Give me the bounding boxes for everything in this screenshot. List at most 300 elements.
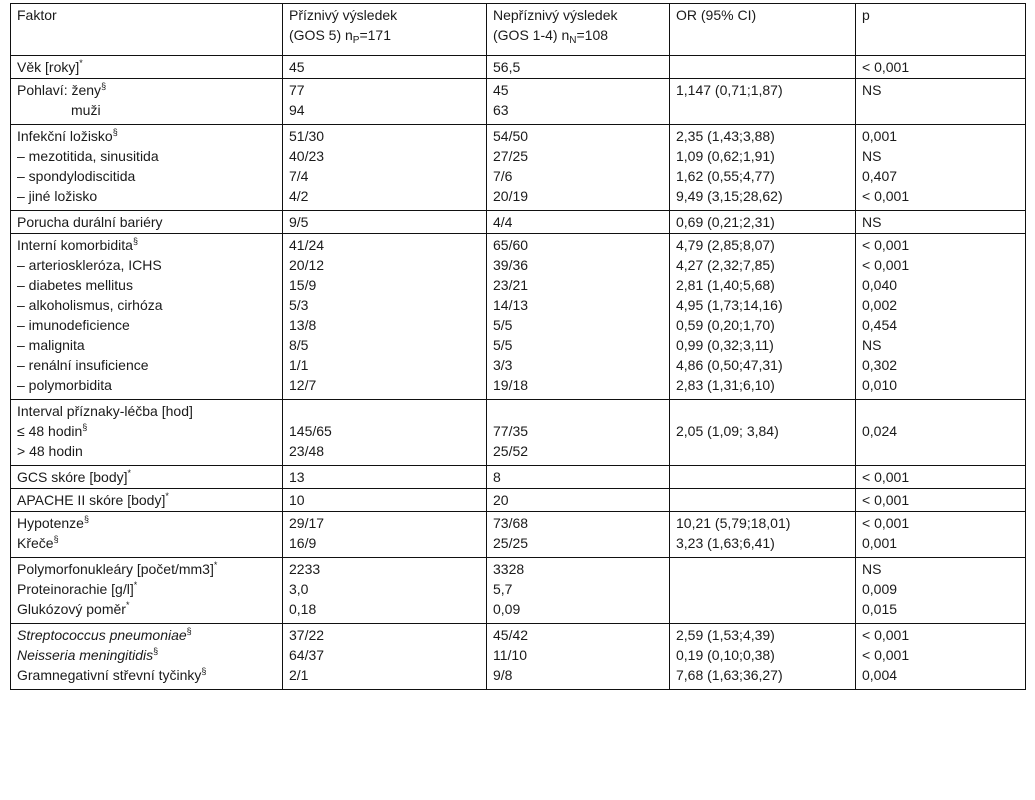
header-p: p (856, 4, 1026, 56)
or-cell (670, 56, 856, 79)
factor-cell (11, 211, 283, 234)
unfavorable-text: 5,7 (493, 580, 513, 597)
header-unfavorable-gos: (GOS 1-4) n (493, 27, 570, 43)
favorable-text: 9/5 (289, 214, 309, 230)
unfavorable-cell (487, 277, 670, 297)
p-text: 0,001 (862, 128, 898, 144)
factor-cell (11, 443, 283, 466)
favorable-text: 23/48 (289, 442, 325, 459)
unfavorable-text: 25/25 (493, 534, 529, 551)
unfavorable-text: 14/13 (493, 296, 529, 313)
factor-cell (11, 148, 283, 168)
or-cell (670, 357, 856, 377)
factor-text: Gramnegativní střevní tyčinky (17, 666, 202, 683)
unfavorable-cell (487, 317, 670, 337)
favorable-cell (283, 337, 487, 357)
unfavorable-text: 8 (493, 469, 501, 485)
or-text: 3,23 (1,63;6,41) (676, 534, 775, 551)
favorable-cell (283, 512, 487, 535)
unfavorable-cell (487, 148, 670, 168)
p-text: < 0,001 (862, 187, 910, 204)
or-text: 1,62 (0,55;4,77) (676, 167, 775, 184)
favorable-cell (283, 624, 487, 647)
p-cell (856, 297, 1026, 317)
favorable-cell (283, 581, 487, 601)
or-cell (670, 277, 856, 297)
favorable-text: 51/30 (289, 128, 325, 144)
unfavorable-cell (487, 79, 670, 102)
factor-text: – mezotitida, sinusitida (17, 147, 159, 164)
favorable-text: 20/12 (289, 256, 325, 273)
footnote-marker: § (112, 127, 118, 137)
favorable-text: 16/9 (289, 534, 317, 551)
favorable-text: 13 (289, 469, 305, 485)
table-row (11, 234, 1026, 257)
or-cell (670, 667, 856, 690)
favorable-cell (283, 102, 487, 125)
unfavorable-text: 63 (493, 101, 509, 118)
footnote-marker: § (83, 514, 89, 524)
unfavorable-text: 77/35 (493, 422, 529, 439)
p-text: < 0,001 (862, 469, 910, 485)
header-favorable-sub (289, 27, 486, 46)
header-favorable-gos: (GOS 5) n (289, 27, 353, 43)
p-cell (856, 188, 1026, 211)
factor-text: Polymorfonukleáry [počet/mm3] (17, 561, 214, 577)
unfavorable-text: 45 (493, 82, 509, 98)
or-text: 1,147 (0,71;1,87) (676, 82, 783, 98)
header-row (11, 4, 1026, 56)
factor-cell (11, 56, 283, 79)
factor-text: – imunodeficience (17, 316, 130, 333)
or-cell (670, 102, 856, 125)
unfavorable-cell (487, 337, 670, 357)
p-cell (856, 667, 1026, 690)
factor-text: Hypotenze (17, 515, 84, 531)
factor-cell (11, 357, 283, 377)
p-text: 0,004 (862, 666, 898, 683)
table-row (11, 535, 1026, 558)
or-text: 2,05 (1,09; 3,84) (676, 422, 779, 439)
favorable-text: 15/9 (289, 276, 317, 293)
factor-cell (11, 125, 283, 148)
factor-text: > 48 hodin (17, 442, 83, 459)
factor-text: Neisseria meningitidis (17, 646, 154, 663)
unfavorable-cell (487, 297, 670, 317)
header-favorable-n: =171 (359, 27, 392, 43)
or-text: 0,69 (0,21;2,31) (676, 214, 775, 230)
p-text: 0,015 (862, 600, 898, 617)
p-cell (856, 423, 1026, 443)
favorable-cell (283, 558, 487, 581)
table-row (11, 102, 1026, 125)
p-cell (856, 400, 1026, 423)
or-cell (670, 512, 856, 535)
or-text: 0,19 (0,10;0,38) (676, 646, 775, 663)
favorable-cell (283, 277, 487, 297)
or-cell (670, 489, 856, 512)
p-text: < 0,001 (862, 627, 910, 643)
factor-text: APACHE II skóre [body] (17, 492, 166, 508)
p-cell (856, 558, 1026, 581)
factor-text: – spondylodiscitida (17, 167, 136, 184)
unfavorable-cell (487, 377, 670, 400)
factor-text: Interní komorbidita (17, 237, 133, 253)
table-row (11, 337, 1026, 357)
table-body (11, 56, 1026, 690)
factor-cell (11, 297, 283, 317)
unfavorable-cell (487, 400, 670, 423)
factor-cell (11, 466, 283, 489)
factor-cell (11, 489, 283, 512)
table-row (11, 79, 1026, 102)
or-cell (670, 125, 856, 148)
footnote-marker: § (153, 646, 159, 656)
or-cell (670, 211, 856, 234)
table-row (11, 168, 1026, 188)
favorable-cell (283, 400, 487, 423)
table-row (11, 443, 1026, 466)
footnote-marker: * (79, 58, 83, 68)
unfavorable-text: 56,5 (493, 59, 521, 75)
p-cell (856, 377, 1026, 400)
factor-text: Křeče (17, 534, 54, 551)
favorable-cell (283, 489, 487, 512)
factor-cell (11, 168, 283, 188)
factor-text: Infekční ložisko (17, 128, 113, 144)
header-favorable (283, 4, 487, 56)
unfavorable-cell (487, 257, 670, 277)
favorable-text: 64/37 (289, 646, 325, 663)
table-row (11, 297, 1026, 317)
unfavorable-text: 45/42 (493, 627, 529, 643)
p-cell (856, 535, 1026, 558)
unfavorable-text: 20/19 (493, 187, 529, 204)
unfavorable-text: 27/25 (493, 147, 529, 164)
favorable-cell (283, 188, 487, 211)
unfavorable-cell (487, 234, 670, 257)
or-cell (670, 581, 856, 601)
unfavorable-cell (487, 466, 670, 489)
factor-cell (11, 317, 283, 337)
table-row (11, 667, 1026, 690)
favorable-cell (283, 377, 487, 400)
p-cell (856, 601, 1026, 624)
header-or: OR (95% CI) (670, 4, 856, 56)
favorable-cell (283, 667, 487, 690)
p-text: 0,454 (862, 316, 898, 333)
unfavorable-cell (487, 558, 670, 581)
p-text: < 0,001 (862, 515, 910, 531)
p-cell (856, 277, 1026, 297)
table-row (11, 400, 1026, 423)
table-row (11, 512, 1026, 535)
unfavorable-cell (487, 423, 670, 443)
table-row (11, 581, 1026, 601)
or-cell (670, 443, 856, 466)
p-cell (856, 581, 1026, 601)
footnote-marker: * (213, 560, 218, 570)
p-cell (856, 168, 1026, 188)
factor-cell (11, 257, 283, 277)
favorable-text: 3,0 (289, 580, 309, 597)
factor-text: Porucha durální bariéry (17, 214, 163, 230)
p-text: NS (862, 82, 882, 98)
favorable-cell (283, 423, 487, 443)
or-cell (670, 400, 856, 423)
factor-cell (11, 277, 283, 297)
factor-cell (11, 558, 283, 581)
unfavorable-cell (487, 581, 670, 601)
p-text: 0,407 (862, 167, 898, 184)
header-factor: Faktor (11, 4, 283, 56)
factor-text: ≤ 48 hodin (17, 422, 83, 439)
favorable-cell (283, 297, 487, 317)
unfavorable-cell (487, 535, 670, 558)
factor-text: – jiné ložisko (17, 187, 98, 204)
table-row (11, 377, 1026, 400)
or-cell (670, 188, 856, 211)
p-cell (856, 357, 1026, 377)
footnote-marker: * (165, 491, 169, 501)
p-text: < 0,001 (862, 646, 910, 663)
p-text: 0,040 (862, 276, 898, 293)
unfavorable-text: 9/8 (493, 666, 513, 683)
footnote-marker: * (125, 600, 130, 610)
unfavorable-cell (487, 56, 670, 79)
p-text: < 0,001 (862, 492, 910, 508)
favorable-text: 12/7 (289, 376, 317, 393)
factor-text: Proteinorachie [g/l] (17, 580, 134, 597)
p-cell (856, 148, 1026, 168)
or-cell (670, 79, 856, 102)
unfavorable-text: 3328 (493, 561, 525, 577)
unfavorable-cell (487, 168, 670, 188)
favorable-text: 5/3 (289, 296, 309, 313)
unfavorable-text: 5/5 (493, 316, 513, 333)
or-text: 7,68 (1,63;36,27) (676, 666, 783, 683)
factor-text: Věk [roky] (17, 59, 80, 75)
unfavorable-text: 23/21 (493, 276, 529, 293)
favorable-text: 8/5 (289, 336, 309, 353)
favorable-text: 1/1 (289, 356, 309, 373)
or-cell (670, 466, 856, 489)
or-cell (670, 377, 856, 400)
favorable-text: 145/65 (289, 422, 332, 439)
unfavorable-text: 3/3 (493, 356, 513, 373)
p-text: < 0,001 (862, 256, 910, 273)
table-row (11, 125, 1026, 148)
or-cell (670, 317, 856, 337)
p-cell (856, 466, 1026, 489)
factor-text: – alkoholismus, cirhóza (17, 296, 163, 313)
unfavorable-cell (487, 357, 670, 377)
favorable-cell (283, 443, 487, 466)
factor-text: GCS skóre [body] (17, 469, 128, 485)
or-cell (670, 234, 856, 257)
table-row (11, 489, 1026, 512)
factor-text: Interval příznaky-léčba [hod] (17, 403, 193, 419)
table-row (11, 188, 1026, 211)
header-unfavorable-n: =108 (576, 27, 609, 43)
factor-cell (11, 647, 283, 667)
header-unfavorable-sub (493, 27, 669, 46)
factor-cell (11, 535, 283, 558)
header-favorable-title: Příznivý výsledek (289, 7, 398, 23)
factor-text: Streptococcus pneumoniae (17, 627, 187, 643)
unfavorable-cell (487, 102, 670, 125)
or-cell (670, 423, 856, 443)
footnote-marker: * (133, 580, 138, 590)
factor-text: – diabetes mellitus (17, 276, 133, 293)
unfavorable-text: 4/4 (493, 214, 513, 230)
factor-text: Pohlaví: ženy (17, 82, 102, 98)
p-cell (856, 211, 1026, 234)
table-row (11, 466, 1026, 489)
favorable-cell (283, 234, 487, 257)
favorable-cell (283, 211, 487, 234)
favorable-cell (283, 257, 487, 277)
favorable-cell (283, 357, 487, 377)
factor-cell (11, 601, 283, 624)
footnote-marker: § (82, 422, 88, 432)
favorable-cell (283, 535, 487, 558)
unfavorable-cell (487, 512, 670, 535)
p-text: 0,024 (862, 422, 898, 439)
table-row (11, 56, 1026, 79)
unfavorable-text: 0,09 (493, 600, 521, 617)
unfavorable-text: 11/10 (493, 646, 527, 663)
favorable-text: 13/8 (289, 316, 317, 333)
header-favorable-subscript: P (352, 35, 360, 46)
favorable-text: 41/24 (289, 237, 325, 253)
unfavorable-cell (487, 443, 670, 466)
or-cell (670, 535, 856, 558)
or-text: 2,59 (1,53;4,39) (676, 627, 775, 643)
or-text: 2,35 (1,43;3,88) (676, 128, 775, 144)
or-text: 4,95 (1,73;14,16) (676, 296, 783, 313)
footnote-marker: § (53, 534, 59, 544)
factor-cell (11, 337, 283, 357)
unfavorable-cell (487, 489, 670, 512)
favorable-cell (283, 647, 487, 667)
p-text: NS (862, 147, 882, 164)
factor-text: – renální insuficience (17, 356, 149, 373)
p-cell (856, 337, 1026, 357)
favorable-cell (283, 56, 487, 79)
favorable-text: 4/2 (289, 187, 309, 204)
or-cell (670, 624, 856, 647)
factor-cell (11, 423, 283, 443)
unfavorable-text: 39/36 (493, 256, 529, 273)
favorable-text: 2233 (289, 561, 321, 577)
p-cell (856, 234, 1026, 257)
unfavorable-text: 25/52 (493, 442, 529, 459)
table-row (11, 277, 1026, 297)
p-cell (856, 512, 1026, 535)
unfavorable-cell (487, 211, 670, 234)
p-text: 0,002 (862, 296, 898, 313)
unfavorable-cell (487, 188, 670, 211)
unfavorable-cell (487, 624, 670, 647)
table-row (11, 558, 1026, 581)
factor-text: – polymorbidita (17, 376, 112, 393)
p-cell (856, 125, 1026, 148)
p-cell (856, 624, 1026, 647)
or-cell (670, 148, 856, 168)
factor-cell (11, 400, 283, 423)
or-text: 0,59 (0,20;1,70) (676, 316, 775, 333)
p-text: 0,009 (862, 580, 898, 597)
factor-cell (11, 624, 283, 647)
or-text: 4,79 (2,85;8,07) (676, 237, 775, 253)
favorable-cell (283, 168, 487, 188)
unfavorable-cell (487, 601, 670, 624)
favorable-text: 37/22 (289, 627, 325, 643)
or-cell (670, 257, 856, 277)
favorable-text: 2/1 (289, 666, 309, 683)
p-text: 0,010 (862, 376, 898, 393)
favorable-cell (283, 125, 487, 148)
or-text: 2,81 (1,40;5,68) (676, 276, 775, 293)
factor-text: Glukózový poměr (17, 600, 126, 617)
table-row (11, 211, 1026, 234)
footnote-marker: § (201, 666, 207, 676)
p-text: < 0,001 (862, 59, 910, 75)
table-row (11, 423, 1026, 443)
unfavorable-text: 20 (493, 492, 509, 508)
or-text: 2,83 (1,31;6,10) (676, 376, 775, 393)
table-row (11, 257, 1026, 277)
unfavorable-text: 7/6 (493, 167, 513, 184)
or-text: 10,21 (5,79;18,01) (676, 515, 791, 531)
footnote-marker: § (186, 626, 192, 636)
factor-text: – malignita (17, 336, 85, 353)
table-row (11, 601, 1026, 624)
favorable-text: 94 (289, 101, 305, 118)
or-cell (670, 647, 856, 667)
favorable-cell (283, 148, 487, 168)
or-cell (670, 337, 856, 357)
p-cell (856, 56, 1026, 79)
factor-cell (11, 377, 283, 400)
factor-cell (11, 512, 283, 535)
p-text: 0,001 (862, 534, 898, 551)
factor-cell (11, 102, 283, 125)
unfavorable-cell (487, 667, 670, 690)
header-unfavorable-title: Nepříznivý výsledek (493, 7, 618, 23)
p-text: 0,302 (862, 356, 898, 373)
or-text: 4,27 (2,32;7,85) (676, 256, 775, 273)
favorable-text: 40/23 (289, 147, 325, 164)
unfavorable-cell (487, 125, 670, 148)
factor-cell (11, 188, 283, 211)
favorable-cell (283, 466, 487, 489)
favorable-cell (283, 601, 487, 624)
or-text: 9,49 (3,15;28,62) (676, 187, 783, 204)
factor-cell (11, 234, 283, 257)
unfavorable-text: 73/68 (493, 515, 529, 531)
favorable-text: 0,18 (289, 600, 317, 617)
header-unfavorable (487, 4, 670, 56)
table-row (11, 624, 1026, 647)
or-cell (670, 168, 856, 188)
favorable-text: 45 (289, 59, 305, 75)
factor-cell (11, 667, 283, 690)
p-text: < 0,001 (862, 237, 910, 253)
footnote-marker: § (101, 81, 107, 91)
factor-text: – arterioskleróza, ICHS (17, 256, 162, 273)
